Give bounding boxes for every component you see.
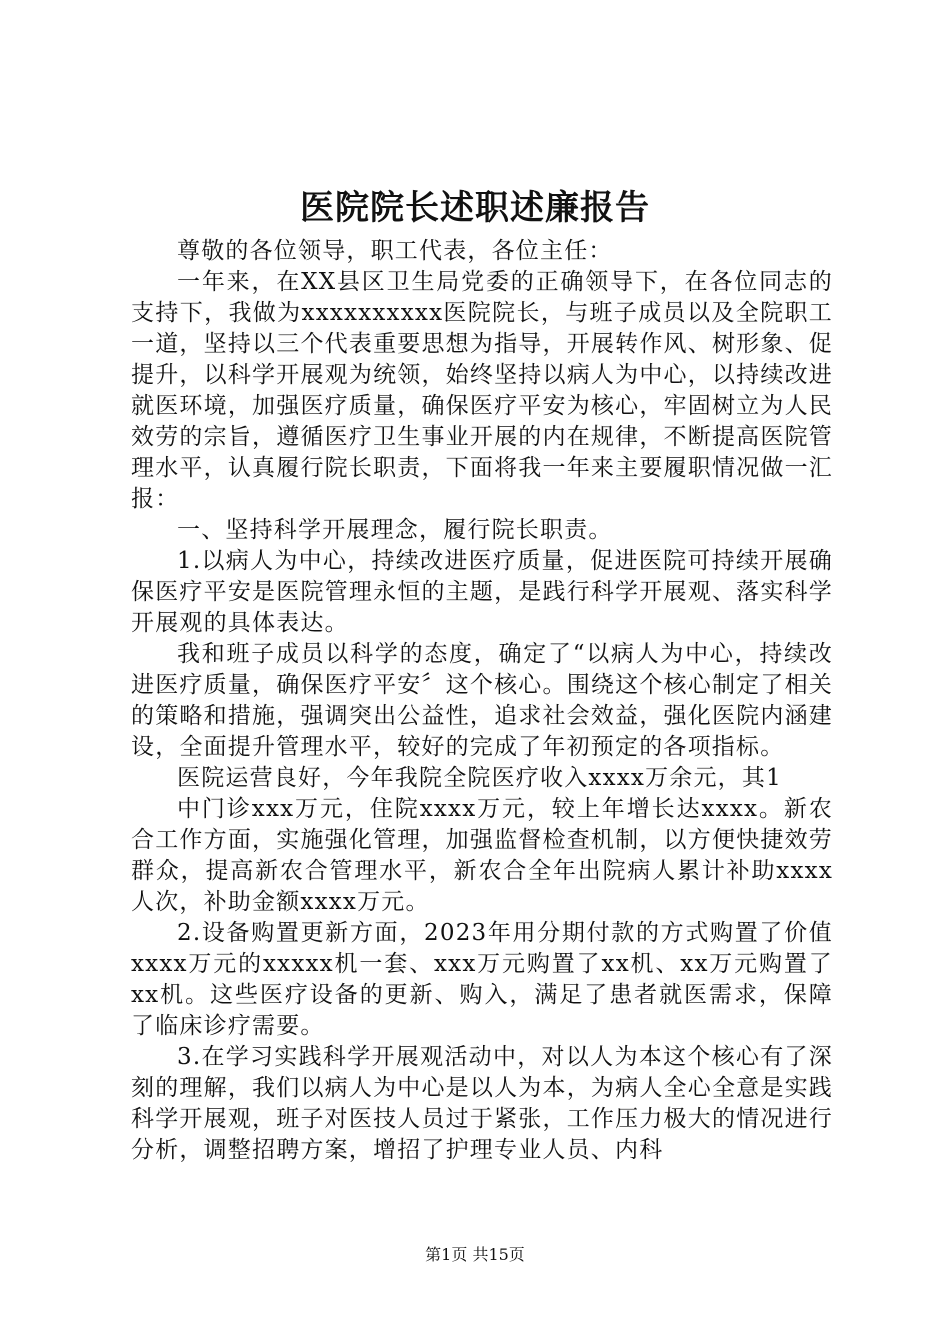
paragraph-item-1: 1.以病人为中心，持续改进医疗质量，促进医院可持续开展确保医疗平安是医院管理永恒的主题，是践行科学开展观、落实科学开展观的具体表达。 [131, 548, 833, 636]
paragraph-salutation: 尊敬的各位领导，职工代表，各位主任： [177, 238, 613, 264]
paragraph-item-2: 2.设备购置更新方面，2023年用分期付款的方式购置了价值xxxx万元的xxxxx机一套、xxx万元购置了xx机、xx万元购置了xx机。这些医疗设备的更新、购入，满足了患者就医需求，保障了临床诊疗需要。 [131, 920, 833, 1039]
paragraph-operations: 医院运营良好，今年我院全院医疗收入xxxx万余元，其1 [177, 765, 782, 791]
document-title: 医院院长述职述廉报告 [300, 188, 650, 228]
paragraph-intro: 一年来，在XX县区卫生局党委的正确领导下，在各位同志的支持下，我做为xxxxxxxxxx医院院长，与班子成员以及全院职工一道，坚持以三个代表重要思想为指导，开展转作风、树形象、促提升，以科学开展观为统领，始终坚持以病人为中心，以持续改进就医环境，加强医疗质量，确保医疗平安为核心，牢固树立为人民效劳的宗旨，遵循医疗卫生事业开展的内在规律，不断提高医院管理水平，认真履行院长职责，下面将我一年来主要履职情况做一汇报： [131, 269, 833, 512]
section-heading-1: 一、坚持科学开展理念，履行院长职责。 [177, 517, 613, 543]
paragraph-item-3: 3.在学习实践科学开展观活动中，对以人为本这个核心有了深刻的理解，我们以病人为中心是以人为本，为病人全心全意是实践科学开展观，班子对医技人员过于紧张，工作压力极大的情况进行分析，调整招聘方案，增招了护理专业人员、内科 [131, 1044, 833, 1163]
paragraph-income-detail: 中门诊xxx万元，住院xxxx万元，较上年增长达xxxx。新农合工作方面，实施强化管理，加强监督检查机制，以方便快捷效劳群众，提高新农合管理水平，新农合全年出院病人累计补助xxxx人次，补助金额xxxx万元。 [131, 796, 833, 915]
page-footer: 第1页 共15页 [425, 1245, 525, 1264]
paragraph-core: 我和班子成员以科学的态度，确定了“以病人为中心，持续改进医疗质量，确保医疗平安〞这个核心。围绕这个核心制定了相关的策略和措施，强调突出公益性，追求社会效益，强化医院内涵建设，全面提升管理水平，较好的完成了年初预定的各项指标。 [131, 641, 833, 760]
document-body [131, 236, 833, 1166]
